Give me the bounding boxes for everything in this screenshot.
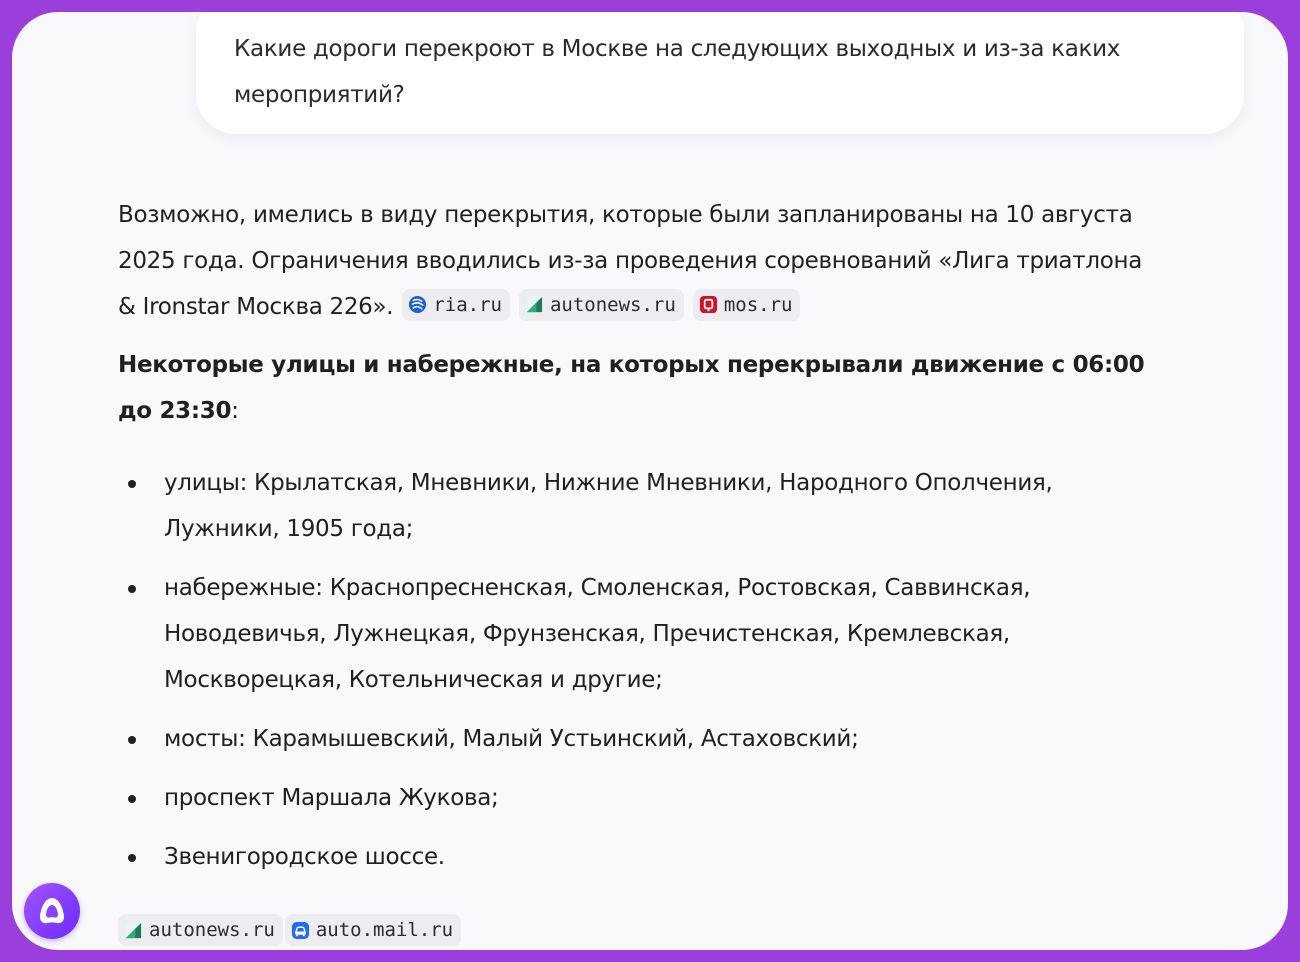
alice-assistant-icon (35, 894, 69, 928)
source-chip-ria[interactable] (402, 289, 510, 321)
source-chip-autonews[interactable] (118, 914, 283, 946)
intro-paragraph (118, 192, 1178, 330)
chat-window (12, 12, 1288, 950)
source-chip-auto-mail[interactable] (285, 914, 461, 946)
intro-text: 2025 года. Ограничения вводились из-за проведения соревнований «Лига триатлона (118, 248, 1143, 274)
list-item-text: мосты: Карамышевский, Малый Устьинский, Астаховский; (164, 726, 859, 752)
list-item (118, 775, 1178, 821)
list-item-text: улицы: Крылатская, Мневники, Нижние Мневники, Народного Ополчения, (164, 470, 1053, 496)
source-chip-label: autonews.ru (549, 293, 676, 316)
list-item (118, 460, 1178, 552)
bottom-sources (118, 914, 461, 946)
list-item (118, 716, 1178, 762)
source-chip-label: mos.ru (723, 293, 793, 316)
closed-roads-list (118, 460, 1178, 880)
source-chip-label: autonews.ru (149, 919, 275, 941)
list-item-text: набережные: Краснопресненская, Смоленская, Ростовская, Саввинская, (164, 575, 1031, 601)
user-message-line: Какие дороги перекроют в Москве на следующих выходных и из-за каких (234, 36, 1121, 62)
bold-heading-suffix: : (231, 398, 239, 424)
source-chip-autonews[interactable] (519, 289, 684, 321)
source-chip-label: auto.mail.ru (315, 919, 454, 941)
bold-heading: Некоторые улицы и набережные, на которых перекрывали движение с 06:00 до 23:30 (118, 352, 1145, 424)
intro-text: Возможно, имелись в виду перекрытия, которые были запланированы на 10 августа (118, 202, 1133, 228)
list-item-text: Звенигородское шоссе. (164, 844, 445, 870)
list-item (118, 834, 1178, 880)
user-message-line: мероприятий? (234, 82, 405, 108)
autonews-logo-icon (525, 295, 544, 314)
source-chip-mos[interactable] (693, 289, 801, 321)
list-item-text: проспект Маршала Жукова; (164, 785, 499, 811)
list-item-text: Москворецкая, Котельническая и другие; (164, 667, 663, 693)
list-item (118, 565, 1178, 703)
autonews-logo-icon (124, 921, 143, 940)
source-chip-label: ria.ru (433, 293, 502, 316)
user-message-bubble (196, 12, 1244, 134)
auto-mail-logo-icon (291, 921, 310, 940)
list-item-text: Новодевичья, Лужнецкая, Фрунзенская, Пречистенская, Кремлевская, (164, 621, 1010, 647)
bold-heading-paragraph (118, 342, 1178, 434)
assistant-answer (118, 192, 1178, 893)
intro-text: & Ironstar Москва 226». (118, 294, 394, 320)
ria-logo-icon (408, 295, 427, 314)
alice-assistant-button[interactable] (24, 883, 80, 939)
mos-logo-icon (699, 295, 718, 314)
list-item-text: Лужники, 1905 года; (164, 516, 414, 542)
